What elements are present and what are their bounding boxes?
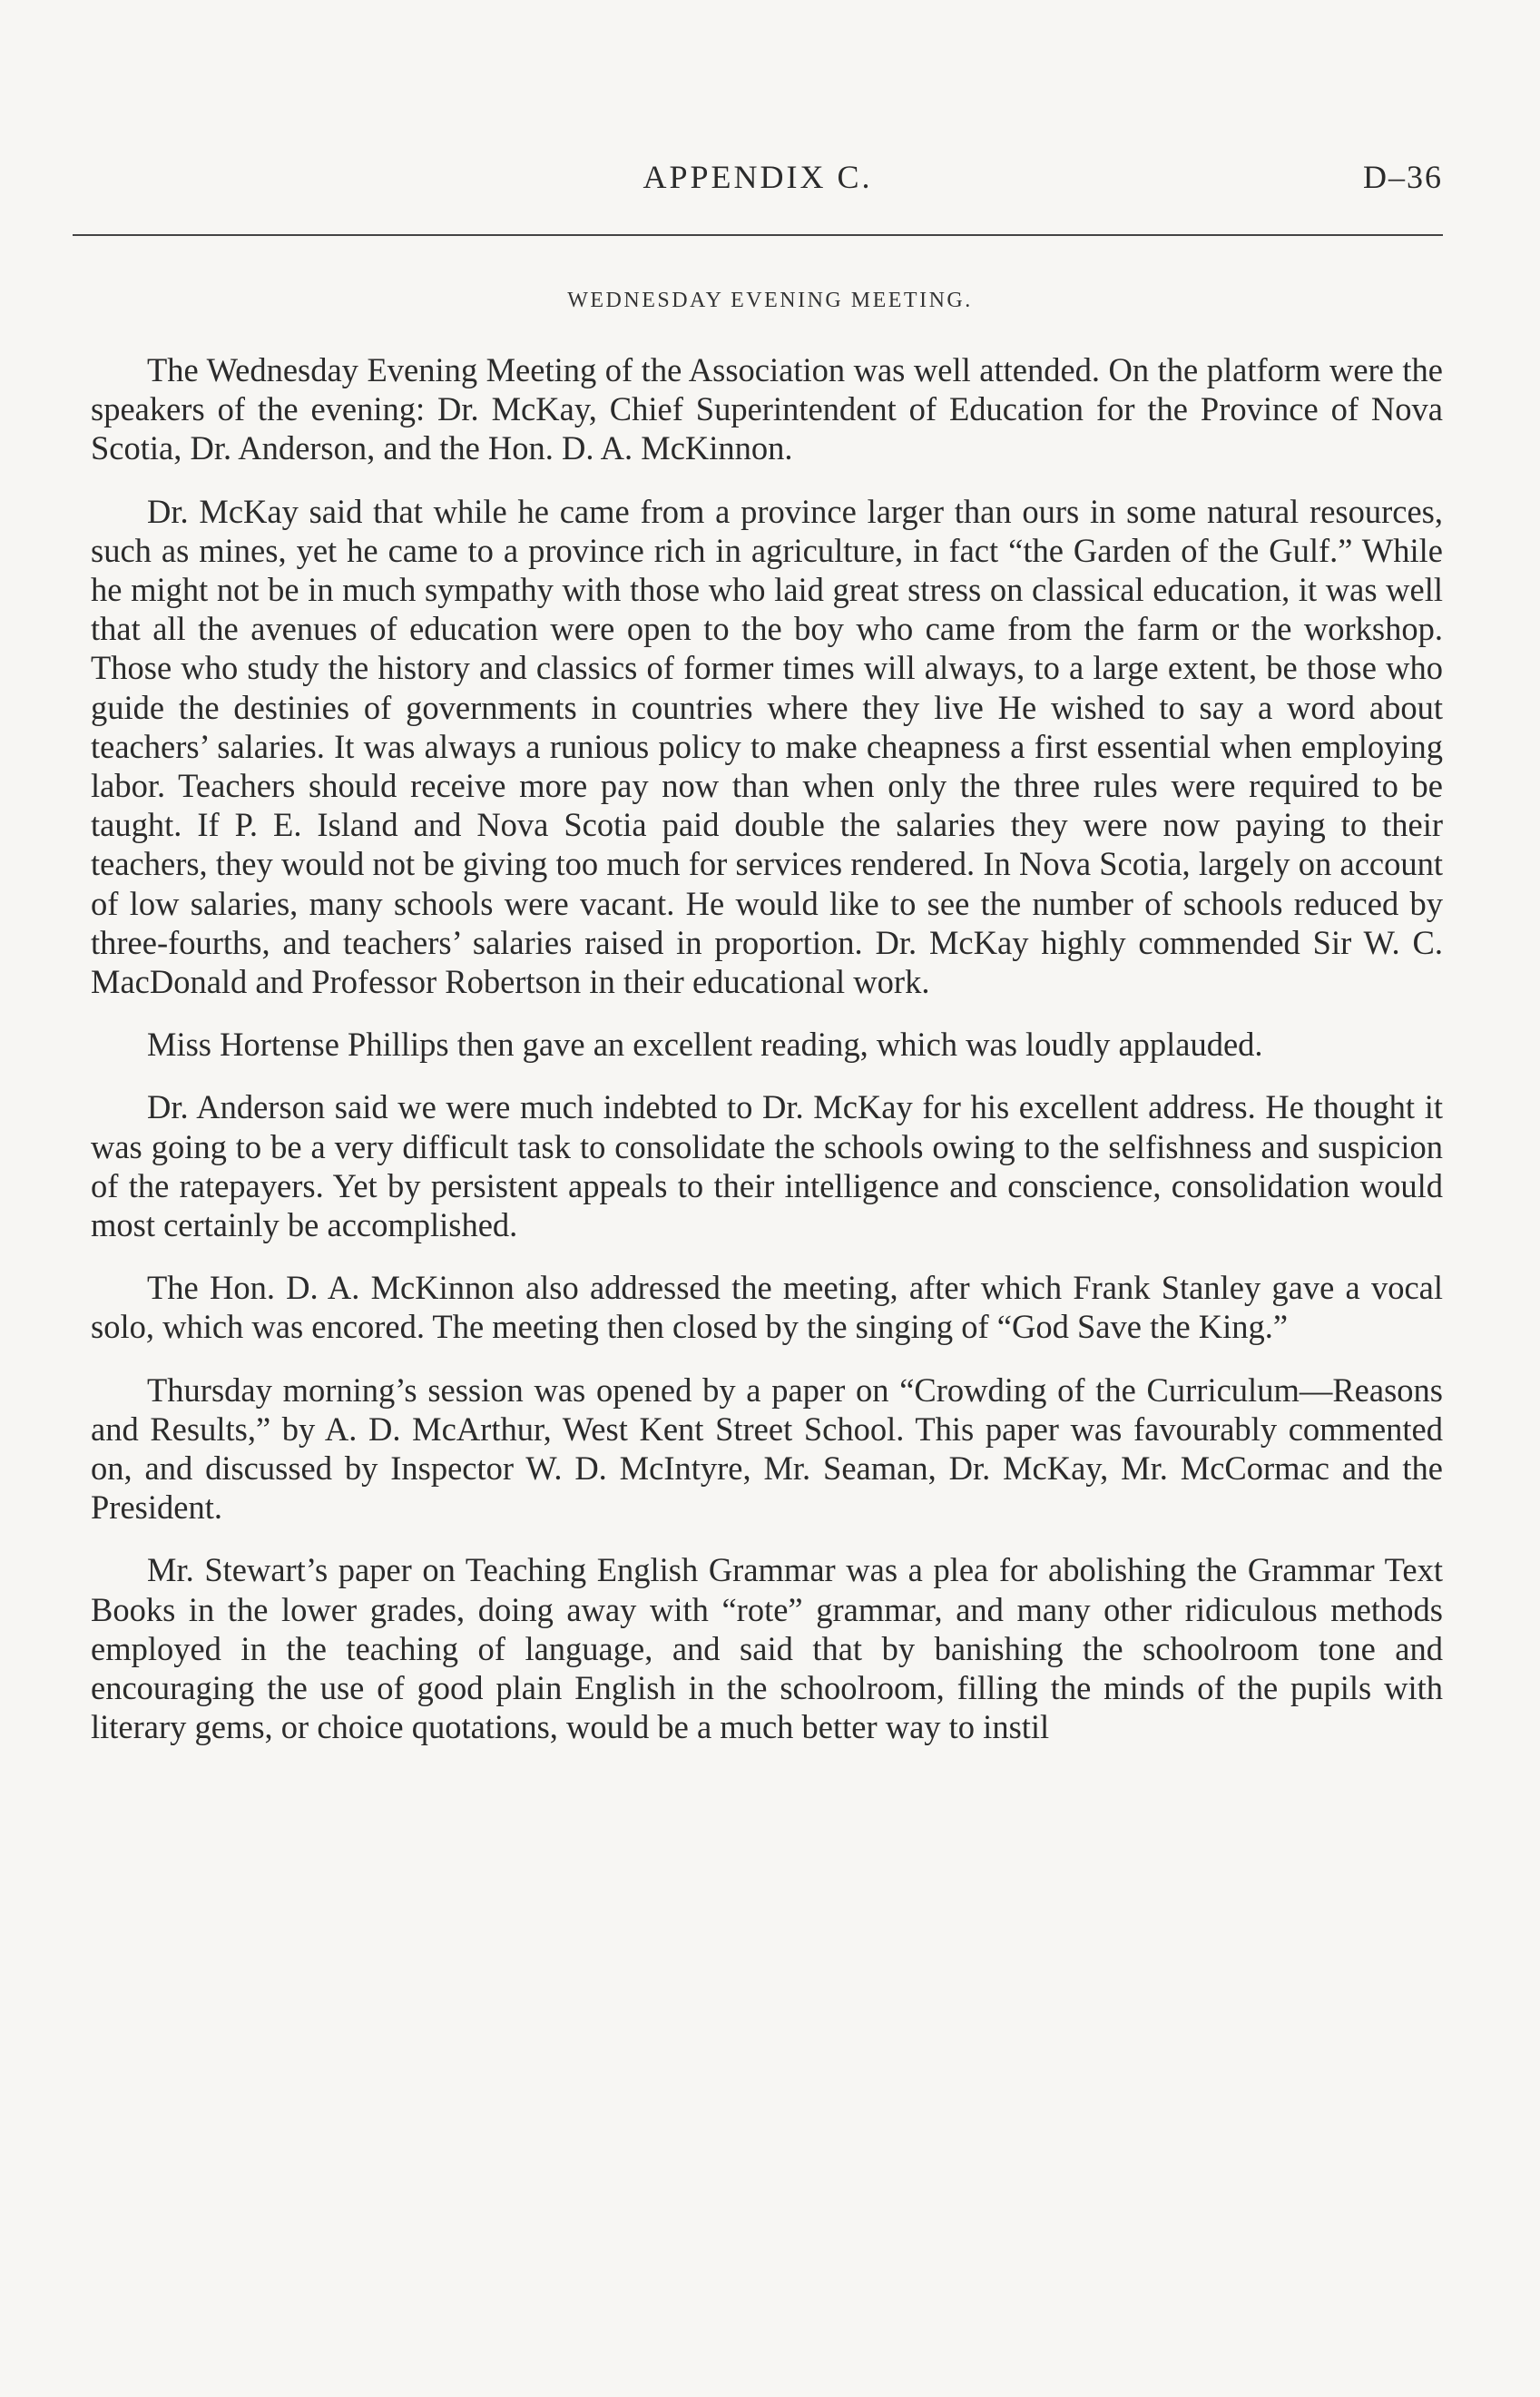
paragraph: The Wednesday Evening Meeting of the Association was well attended. On the platform were the speakers of the evening: Dr. McKay, Chief Superintendent of Education for the Province of Nova Scotia, Dr. Anderson, and the Hon. D. A. McKinnon. — [91, 351, 1443, 467]
page-header — [73, 154, 1443, 209]
body-text — [91, 350, 1443, 1771]
paragraph: Mr. Stewart’s paper on Teaching English Grammar was a plea for abolishing the Grammar Text Books in the lower grades, doing away with “rote” grammar, and many other ridiculous methods employed in the teaching of language, and said that by banishing the schoolroom tone and encouraging the use of good plain English in the schoolroom, filling the minds of the pupils with literary gems, or choice quotations, would be a much better way to instil — [91, 1551, 1443, 1746]
paragraph: Miss Hortense Phillips then gave an excellent reading, which was loudly applauded. — [147, 1026, 1263, 1064]
header-rule — [73, 234, 1443, 236]
paragraph: Dr. Anderson said we were much indebted to Dr. McKay for his excellent address. He thought it was going to be a very difficult task to consolidate the schools owing to the selfishness and suspicion of the ratepayers. Yet by persistent appeals to their intelligence and conscience, consolidation would most certainly be accomplished. — [91, 1088, 1443, 1244]
paragraph: The Hon. D. A. McKinnon also addressed the meeting, after which Frank Stanley gave a vocal solo, which was encored. The meeting then closed by the singing of “God Save the King.” — [91, 1269, 1443, 1346]
section-heading: WEDNESDAY EVENING MEETING. — [567, 289, 973, 312]
running-title: APPENDIX C. — [642, 159, 873, 195]
page-number: D–36 — [1363, 159, 1443, 195]
paragraph: Dr. McKay said that while he came from a province larger than ours in some natural resources, such as mines, yet he came to a province rich in agriculture, in fact “the Garden of the Gulf.” While he might not be in much sympathy with those who laid great stress on classical education, it was well that all the avenues of education were open to the boy who came from the farm or the workshop. Those who study the history and classics of former times will always, to a large extent, be those who guide the destinies of governments in countries where they live He wished to say a word about teachers’ salaries. It was always a runious policy to make cheapness a first essential when employing labor. Teachers should receive more pay now than when only the three rules were required to be taught. If P. E. Island and Nova Scotia paid double the salaries they were now paying to their teachers, they would not be giving too much for services rendered. In Nova Scotia, largely on account of low salaries, many schools were vacant. He would like to see the number of schools reduced by three-fourths, and teachers’ salaries raised in proportion. Dr. McKay highly commended Sir W. C. MacDonald and Professor Robertson in their educational work. — [91, 492, 1443, 1001]
paragraph: Thursday morning’s session was opened by a paper on “Crowding of the Curriculum—Reasons and Results,” by A. D. McArthur, West Kent Street School. This paper was favourably commented on, and discussed by Inspector W. D. McIntyre, Mr. Seaman, Dr. McKay, Mr. McCormac and the President. — [91, 1370, 1443, 1527]
